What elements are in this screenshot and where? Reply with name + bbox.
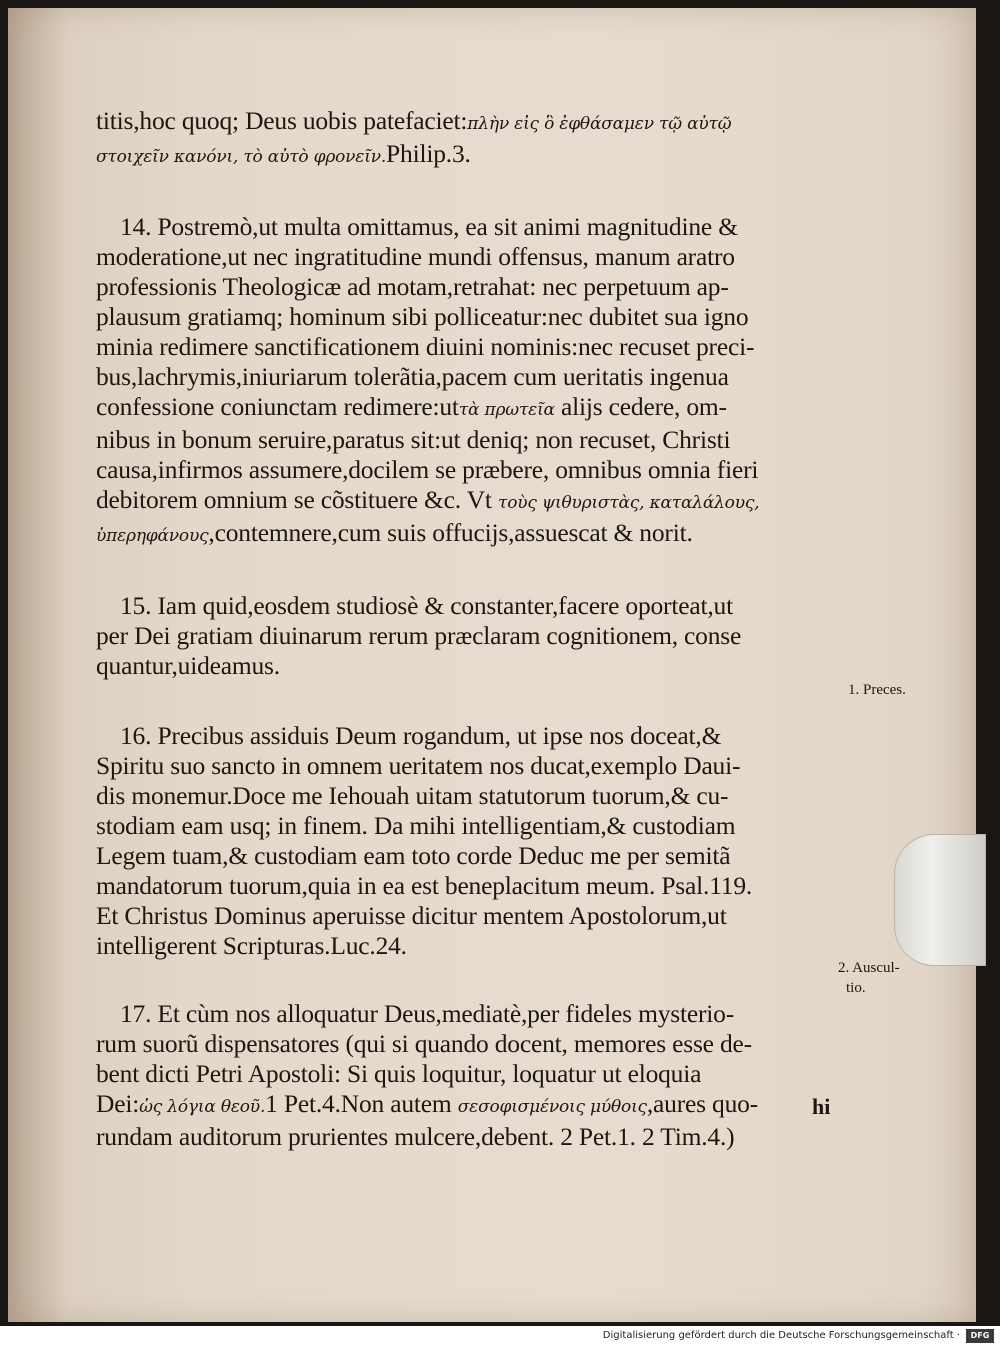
footer-credit: Digitalisierung gefördert durch die Deutsche Forschungsgemeinschaft · xyxy=(602,1330,960,1341)
text-line: stodiam eam usq; in finem. Da mihi intelligentiam,& custodiam xyxy=(96,811,736,840)
text-line xyxy=(96,485,846,518)
text-line: 17. Et cùm nos alloquatur Deus,mediatè,per fideles mysterio- xyxy=(120,999,734,1028)
text-line: Spiritu suo sancto in omnem ueritatem nos ducat,exemplo Daui- xyxy=(96,751,741,780)
greek-text: σεσοφισμένοις μύθοις xyxy=(457,1097,647,1117)
dfg-logo: DFG xyxy=(966,1329,994,1343)
margin-note-auscultatio-cont: tio. xyxy=(846,980,866,996)
text-line: rundam auditorum prurientes mulcere,debent. 2 Pet.1. 2 Tim.4.) xyxy=(96,1122,735,1151)
spacer xyxy=(96,681,846,721)
text-line-content: ,contemnere,cum suis offucijs,assuescat & norit. xyxy=(208,518,693,547)
text-line: 16. Precibus assiduis Deum rogandum, ut ipse nos doceat,& xyxy=(120,721,722,750)
text-line-content: titis,hoc quoq; Deus uobis patefaciet: xyxy=(96,106,468,135)
text-line: mandatorum tuorum,quia in ea est beneplacitum meum. Psal.119. xyxy=(96,871,753,900)
text-line: Legem tuam,& custodiam eam toto corde Deduc me per semitã xyxy=(96,841,731,870)
gutter-shadow xyxy=(8,8,68,1322)
text-line: minia redimere sanctificationem diuini nominis:nec recuset preci- xyxy=(96,332,755,361)
greek-text: τοὺς ψιθυριστὰς, καταλάλους, xyxy=(497,493,760,513)
spacer xyxy=(96,961,846,999)
text-line xyxy=(96,1089,846,1122)
text-line: bus,lachrymis,iniuriarum tolerãtia,pacem cum ueritatis ingenua xyxy=(96,362,729,391)
paragraph-top xyxy=(96,106,846,172)
text-line-content: ,aures quo- xyxy=(646,1089,758,1118)
text-line-content: alijs cedere, om- xyxy=(561,392,727,421)
text-line: quantur,uideamus. xyxy=(96,651,280,680)
text-line: bent dicti Petri Apostoli: Si quis loquitur, loquatur ut eloquia xyxy=(96,1059,702,1088)
greek-text: τὰ πρωτεῖα xyxy=(458,400,555,420)
text-line-content: Dei: xyxy=(96,1089,140,1118)
text-line: intelligerent Scripturas.Luc.24. xyxy=(96,931,407,960)
paragraph-15 xyxy=(96,591,846,681)
greek-text: ὡς λόγια θεοῦ. xyxy=(139,1097,266,1117)
margin-note-preces: 1. Preces. xyxy=(848,682,906,698)
text-line xyxy=(96,518,846,551)
margin-note-auscultatio: 2. Auscul- xyxy=(838,960,900,976)
text-line-content: confessione coniunctam redimere:ut xyxy=(96,392,459,421)
catchword: hi xyxy=(812,1094,831,1119)
text-line: dis monemur.Doce me Iehouah uitam statutorum tuorum,& cu- xyxy=(96,781,729,810)
text-line: rum suorũ dispensatores (qui si quando docent, memores esse de- xyxy=(96,1029,752,1058)
spacer xyxy=(96,172,846,212)
footer-bar xyxy=(0,1326,1000,1348)
text-line: 15. Iam quid,eosdem studiosè & constanter,facere oporteat,ut xyxy=(120,591,733,620)
main-text xyxy=(96,106,846,1152)
text-line xyxy=(96,139,846,172)
text-line-content: debitorem omnium se cõstituere &c. Vt xyxy=(96,485,492,514)
text-line: plausum gratiamq; hominum sibi polliceatur:nec dubitet sua igno xyxy=(96,302,749,331)
text-line: moderatione,ut nec ingratitudine mundi offensus, manum aratro xyxy=(96,242,735,271)
text-line xyxy=(96,392,846,425)
greek-text: πλὴν εἰς ὃ ἐφθάσαμεν τῷ αὐτῷ xyxy=(467,114,732,134)
text-line-content: Philip.3. xyxy=(386,139,471,168)
text-line-content: 1 Pet.4.Non autem xyxy=(265,1089,452,1118)
text-line: nibus in bonum seruire,paratus sit:ut deniq; non recuset, Christi xyxy=(96,425,731,454)
text-line: 14. Postremò,ut multa omittamus, ea sit animi magnitudine & xyxy=(120,212,738,241)
spacer xyxy=(96,551,846,591)
greek-text: ὑπερηφάνους xyxy=(96,526,209,546)
text-line: per Dei gratiam diuinarum rerum præclaram cognitionem, conse xyxy=(96,621,742,650)
page-tab-marker xyxy=(894,834,986,966)
greek-text: στοιχεῖν κανόνι, τὸ αὐτὸ φρονεῖν. xyxy=(96,147,387,167)
text-line: causa,infirmos assumere,docilem se præbere, omnibus omnia fieri xyxy=(96,455,759,484)
paragraph-17 xyxy=(96,999,846,1152)
paragraph-14 xyxy=(96,212,846,551)
book-page xyxy=(8,8,976,1322)
text-line xyxy=(96,106,846,139)
text-line: Et Christus Dominus aperuisse dicitur mentem Apostolorum,ut xyxy=(96,901,727,930)
paragraph-16 xyxy=(96,721,846,961)
text-line: professionis Theologicæ ad motam,retrahat: nec perpetuum ap- xyxy=(96,272,729,301)
